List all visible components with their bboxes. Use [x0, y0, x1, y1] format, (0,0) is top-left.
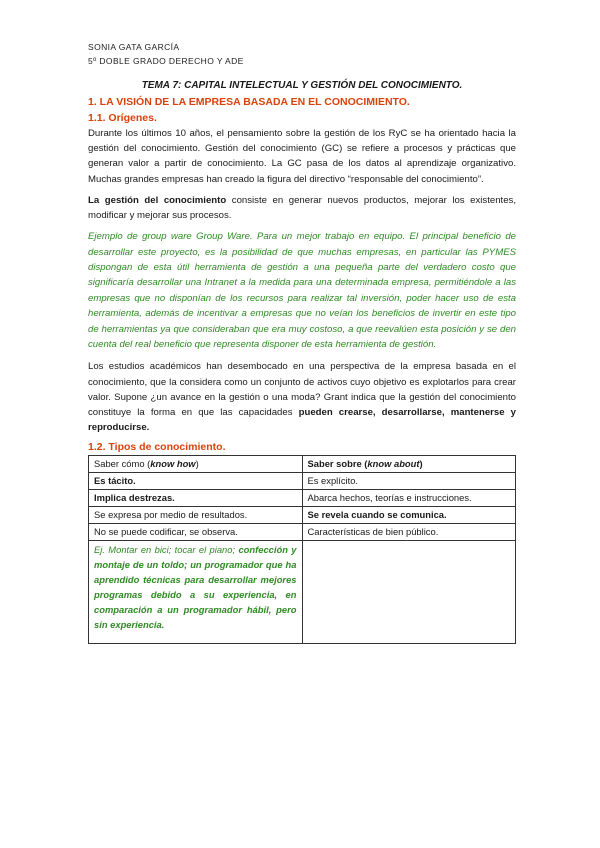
know-how-header [89, 456, 303, 473]
capabilities-bold: pueden crearse, desarrollarse, mantenerse y reproducirse. [88, 407, 516, 434]
gc-definition-paragraph [88, 193, 516, 223]
academic-studies-paragraph [88, 359, 516, 435]
table-cell-right [302, 507, 516, 524]
table-row [89, 524, 516, 541]
example-rest: confección y montaje de un toldo; un programador que ha aprendido técnicas para desarrollar mejores programas debido a su experiencia, en comparación a un programador hábil, pero sin experiencia. [94, 544, 297, 631]
cell-text: Implica destrezas. [94, 492, 175, 504]
know-about-header-pre: Saber sobre ( [307, 458, 368, 470]
section-1-2-heading: 1.2. Tipos de conocimiento. [88, 441, 226, 454]
know-about-term: know about [367, 458, 420, 470]
table-cell-right: Características de bien público. [302, 524, 516, 541]
gc-term: La gestión del conocimiento [88, 194, 227, 206]
document-body [88, 80, 516, 644]
table-cell-left [89, 473, 303, 490]
groupware-example: Ejemplo de group ware Group Ware. Para un mejor trabajo en equipo. El principal beneficio de desarrollar este proyecto, es la posibilidad de que muchas empresas, en particular las PYMES dispongan de esta útil herramienta de gestión a una pequeña parte del verdadero costo que significaría desarrollar una Intranet a la medida para una determinada empresa, permitiéndole a las empresas que no disponían de los recursos para realizar tal inversión, poder hacer uso de esta herramienta, además de incentivar a empresas que no veían los beneficios de invertir en este tipo de herramientas ya que consideraban que era muy costoso, a que reevalúen esta posición y se den cuenta del real beneficio que representa disponer de esta herramienta de gestión. [88, 231, 516, 351]
table-cell-left: Se expresa por medio de resultados. [89, 507, 303, 524]
gc-definition-text: consiste en generar nuevos productos, mejorar los existentes, modificar y mejorar sus procesos. [88, 194, 517, 222]
know-about-header [302, 456, 516, 473]
section-1-heading: 1. LA VISIÓN DE LA EMPRESA BASADA EN EL CONOCIMIENTO. [88, 96, 410, 108]
table-row [89, 507, 516, 524]
cell-text: Se revela cuando se comunica. [307, 509, 447, 521]
know-how-header-post: ) [195, 458, 199, 470]
table-cell-right: Abarca hechos, teorías e instrucciones. [302, 490, 516, 507]
page-header [88, 40, 244, 68]
know-how-term: know how [150, 458, 196, 470]
table-cell-left [89, 490, 303, 507]
document-title: TEMA 7: CAPITAL INTELECTUAL Y GESTIÓN DEL CONOCIMIENTO. [141, 80, 463, 91]
table-row [89, 541, 516, 644]
table-cell-left: No se puede codificar, se observa. [89, 524, 303, 541]
know-how-header-pre: Saber cómo ( [94, 458, 151, 470]
example-lead: Ej. Montar en bici; tocar el piano; [94, 544, 236, 556]
know-about-header-post: ) [419, 458, 423, 470]
table-row [89, 473, 516, 490]
table-cell-right: Es explícito. [302, 473, 516, 490]
knowledge-types-table [88, 455, 516, 644]
section-1-1-heading: 1.1. Orígenes. [88, 112, 157, 124]
academic-studies-text: Los estudios académicos han desembocado en una perspectiva de la empresa basada en el conocimiento, que la considera como un conjunto de activos cuyo objetivo es explotarlos para crear valor. Supone ¿un avance en la gestión o una moda? Grant indica que la gestión del conocimiento constituye la forma en que las capacidades [88, 361, 516, 419]
know-how-example-cell [89, 541, 303, 644]
cell-text: Es tácito. [94, 475, 136, 487]
empty-cell [302, 541, 516, 644]
table-row [89, 490, 516, 507]
author-name: SONIA GATA GARCÍA [88, 42, 180, 52]
table-header-row [89, 456, 516, 473]
origins-paragraph: Durante los últimos 10 años, el pensamiento sobre la gestión de los RyC se ha orientado hacia la gestión del conocimiento. Gestión del conocimiento (GC) se refiere a procesos y prácticas que generan valor a partir de conocimiento. La GC pasa de los datos al aprendizaje organizativo. Muchas grandes empresas han creado la figura del directivo “responsable del conocimiento”. [88, 128, 516, 185]
course-name: 5º DOBLE GRADO DERECHO Y ADE [88, 56, 244, 66]
